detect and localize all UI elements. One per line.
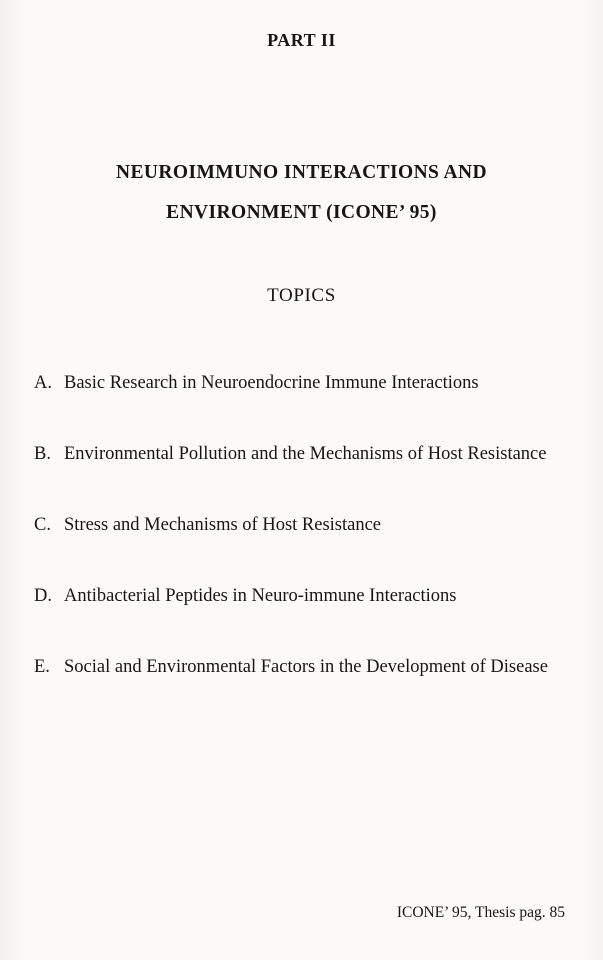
topic-text: Social and Environmental Factors in the Development of Disease: [64, 657, 548, 677]
page-footer: ICONE’ 95, Thesis pag. 85: [396, 904, 565, 921]
list-item: [34, 647, 567, 687]
topic-letter: D.: [34, 586, 52, 606]
topic-letter: A.: [34, 373, 52, 393]
topic-text: Environmental Pollution and the Mechanisms of Host Resistance: [64, 444, 547, 464]
topic-text: Basic Research in Neuroendocrine Immune Interactions: [64, 373, 479, 393]
topics-heading: TOPICS: [267, 285, 336, 306]
list-item: [34, 434, 567, 474]
section-title-line2: ENVIRONMENT (ICONE’ 95): [166, 202, 437, 223]
topic-letter: C.: [34, 515, 51, 535]
section-title-line1: NEUROIMMUNO INTERACTIONS AND: [116, 162, 487, 183]
list-item: [34, 505, 567, 545]
topics-list: [0, 363, 603, 687]
topic-letter: B.: [34, 444, 51, 464]
topic-text: Antibacterial Peptides in Neuro-immune Interactions: [64, 586, 457, 606]
part-title: PART II: [267, 30, 336, 50]
section-title: [0, 153, 603, 233]
list-item: [34, 363, 567, 403]
topic-letter: E.: [34, 657, 50, 677]
topic-text: Stress and Mechanisms of Host Resistance: [64, 515, 382, 535]
list-item: [34, 576, 567, 616]
